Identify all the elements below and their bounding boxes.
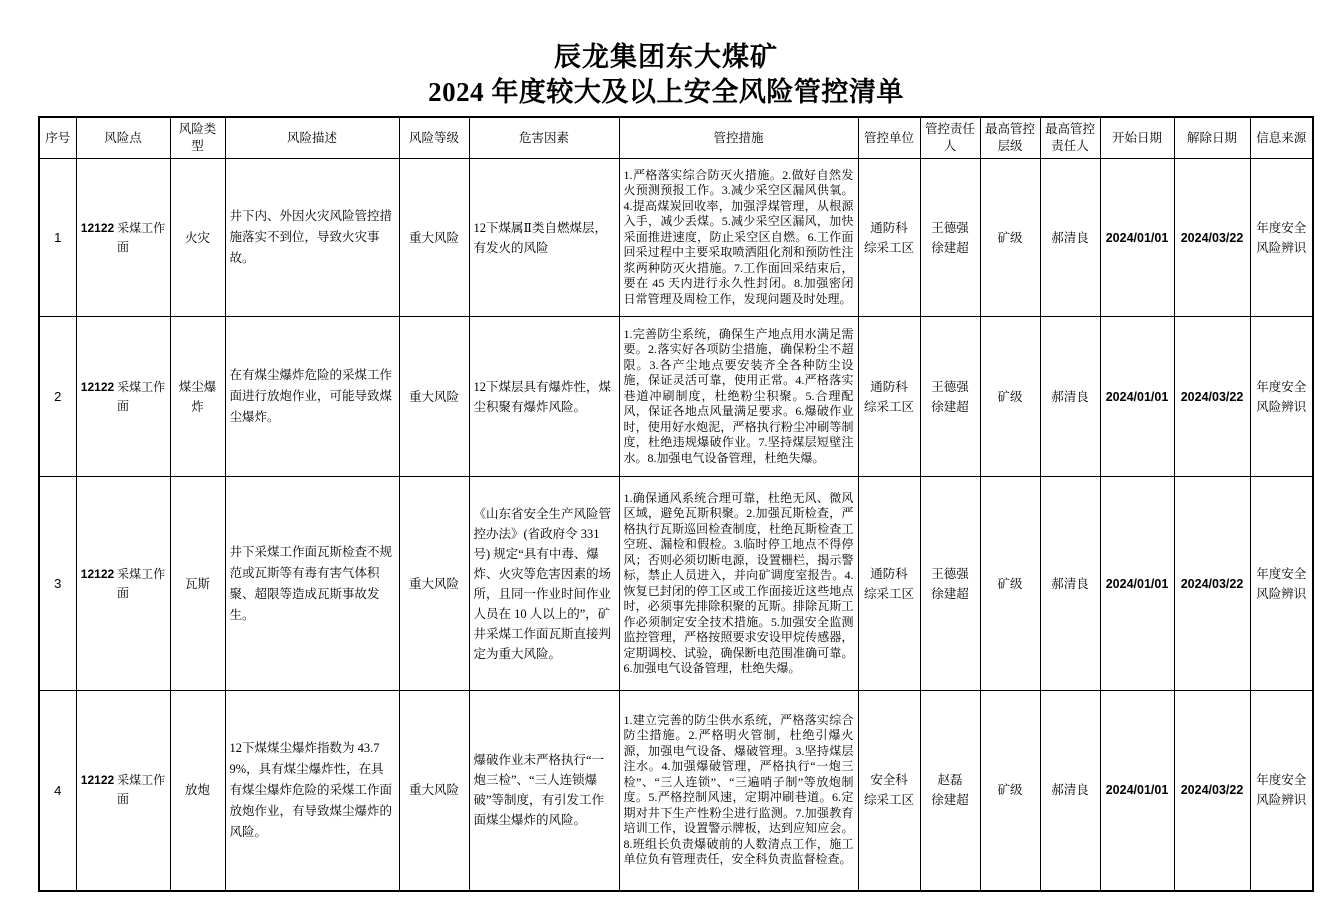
cell-risk-desc: 井下采煤工作面瓦斯检查不规范或瓦斯等有毒有害气体积聚、超限等造成瓦斯事故发生。 bbox=[225, 477, 399, 691]
risk-point-number: 12122 bbox=[80, 379, 115, 394]
risk-point-name: 采煤工作面 bbox=[116, 566, 166, 600]
cell-risk-desc: 12下煤煤尘爆炸指数为 43.79%，具有煤尘爆炸性，在具有煤尘爆炸危险的采煤工作面放炮作业，有导致煤尘爆炸的风险。 bbox=[225, 691, 399, 891]
header-seq: 序号 bbox=[39, 117, 76, 159]
cell-source: 年度安全 风险辨识 bbox=[1250, 477, 1313, 691]
cell-top-level: 矿级 bbox=[980, 317, 1040, 477]
cell-measures: 1.建立完善的防尘供水系统，严格落实综合防尘措施。2.严格明火管制，杜绝引爆火源，加强电气设备、爆破管理。3.坚持煤层注水。4.加强爆破管理，严格执行“一炮三检”、“三人连锁”、“三遍哨子制”等放炮制度。5.严格控制风速，定期冲刷巷道。6.定期对井下生产性粉尘进行监测。7.加强教育培训工作，设置警示牌板，达到应知应会。8.班组长负责爆破前的人数清点工作，施工单位负有管理责任，安全科负责监督检查。 bbox=[619, 691, 858, 891]
document-header bbox=[0, 40, 1332, 109]
cell-unit: 安全科 综采工区 bbox=[858, 691, 920, 891]
cell-hazard: 12下煤层具有爆炸性，煤尘积聚有爆炸风险。 bbox=[469, 317, 619, 477]
cell-source: 年度安全 风险辨识 bbox=[1250, 691, 1313, 891]
table-row bbox=[39, 159, 1313, 317]
header-top-resp: 最高管控责任人 bbox=[1040, 117, 1100, 159]
document-title: 辰龙集团东大煤矿 bbox=[554, 42, 778, 72]
cell-hazard: 《山东省安全生产风险管控办法》(省政府令 331 号) 规定“具有中毒、爆炸、火灾等危害因素的场所，且同一作业时间作业人员在 10 人以上的”，矿井采煤工作面瓦斯直接判定为重大风险。 bbox=[469, 477, 619, 691]
cell-start-date: 2024/01/01 bbox=[1100, 691, 1174, 891]
table-header-row bbox=[39, 117, 1313, 159]
cell-risk-level: 重大风险 bbox=[399, 477, 469, 691]
cell-end-date: 2024/03/22 bbox=[1174, 317, 1250, 477]
cell-unit: 通防科 综采工区 bbox=[858, 477, 920, 691]
cell-measures: 1.确保通风系统合理可靠，杜绝无风、微风区域，避免瓦斯积聚。2.加强瓦斯检查，严格执行瓦斯巡回检查制度，杜绝瓦斯检查工空班、漏检和假检。3.临时停工地点不得停风；否则必须切断电源，设置栅栏，揭示警标，禁止人员进入，并向矿调度室报告。4.恢复已封闭的停工区或工作面接近这些地点时，必须事先排除积聚的瓦斯。排除瓦斯工作必须制定安全技术措施。5.加强安全监测监控管理，严格按照要求安设甲烷传感器，定期调校、试验，确保断电范围准确可靠。6.加强电气设备管理，杜绝失爆。 bbox=[619, 477, 858, 691]
cell-end-date: 2024/03/22 bbox=[1174, 477, 1250, 691]
document-subtitle: 2024 年度较大及以上安全风险管控清单 bbox=[428, 77, 904, 107]
cell-top-level: 矿级 bbox=[980, 159, 1040, 317]
cell-risk-point bbox=[76, 691, 170, 891]
cell-unit: 通防科 综采工区 bbox=[858, 159, 920, 317]
cell-risk-type: 放炮 bbox=[170, 691, 225, 891]
cell-resp: 王德强 徐建超 bbox=[920, 317, 980, 477]
cell-unit: 通防科 综采工区 bbox=[858, 317, 920, 477]
cell-start-date: 2024/01/01 bbox=[1100, 477, 1174, 691]
risk-point-name: 采煤工作面 bbox=[116, 773, 166, 807]
cell-risk-level: 重大风险 bbox=[399, 317, 469, 477]
cell-risk-desc: 井下内、外因火灾风险管控措施落实不到位，导致火灾事故。 bbox=[225, 159, 399, 317]
header-start-date: 开始日期 bbox=[1100, 117, 1174, 159]
cell-seq: 3 bbox=[39, 477, 76, 691]
header-hazard: 危害因素 bbox=[469, 117, 619, 159]
cell-seq: 4 bbox=[39, 691, 76, 891]
cell-top-resp: 郝清良 bbox=[1040, 317, 1100, 477]
cell-measures: 1.完善防尘系统，确保生产地点用水满足需要。2.落实好各项防尘措施，确保粉尘不超限。3.各产尘地点要安装齐全各种防尘设施，保证灵活可靠，使用正常。4.严格落实巷道冲刷制度，杜绝粉尘积聚。5.合理配风，保证各地点风量满足要求。6.爆破作业时，使用好水炮泥，严格执行粉尘冲刷等制度，杜绝违规爆破作业。7.坚持煤层短壁注水。8.加强电气设备管理，杜绝失爆。 bbox=[619, 317, 858, 477]
cell-risk-point bbox=[76, 159, 170, 317]
header-top-level: 最高管控层级 bbox=[980, 117, 1040, 159]
cell-top-resp: 郝清良 bbox=[1040, 159, 1100, 317]
cell-top-resp: 郝清良 bbox=[1040, 691, 1100, 891]
header-measures: 管控措施 bbox=[619, 117, 858, 159]
cell-hazard: 12下煤属Ⅱ类自燃煤层，有发火的风险 bbox=[469, 159, 619, 317]
cell-risk-level: 重大风险 bbox=[399, 691, 469, 891]
cell-risk-type: 瓦斯 bbox=[170, 477, 225, 691]
cell-risk-type: 煤尘爆炸 bbox=[170, 317, 225, 477]
cell-source: 年度安全 风险辨识 bbox=[1250, 317, 1313, 477]
risk-point-number: 12122 bbox=[80, 566, 115, 581]
header-risk-type: 风险类型 bbox=[170, 117, 225, 159]
cell-top-level: 矿级 bbox=[980, 691, 1040, 891]
cell-start-date: 2024/01/01 bbox=[1100, 159, 1174, 317]
cell-source: 年度安全 风险辨识 bbox=[1250, 159, 1313, 317]
risk-point-name: 采煤工作面 bbox=[116, 220, 166, 254]
cell-risk-type: 火灾 bbox=[170, 159, 225, 317]
cell-resp: 王德强 徐建超 bbox=[920, 477, 980, 691]
cell-start-date: 2024/01/01 bbox=[1100, 317, 1174, 477]
risk-control-table bbox=[38, 116, 1314, 892]
header-risk-desc: 风险描述 bbox=[225, 117, 399, 159]
table-row bbox=[39, 691, 1313, 891]
cell-risk-level: 重大风险 bbox=[399, 159, 469, 317]
table-row bbox=[39, 317, 1313, 477]
cell-risk-desc: 在有煤尘爆炸危险的采煤工作面进行放炮作业，可能导致煤尘爆炸。 bbox=[225, 317, 399, 477]
cell-end-date: 2024/03/22 bbox=[1174, 159, 1250, 317]
cell-top-level: 矿级 bbox=[980, 477, 1040, 691]
cell-hazard: 爆破作业未严格执行“一炮三检”、“三人连锁爆破”等制度，有引发工作面煤尘爆炸的风险。 bbox=[469, 691, 619, 891]
risk-point-number: 12122 bbox=[80, 220, 115, 235]
cell-resp: 王德强 徐建超 bbox=[920, 159, 980, 317]
cell-end-date: 2024/03/22 bbox=[1174, 691, 1250, 891]
header-risk-level: 风险等级 bbox=[399, 117, 469, 159]
header-resp: 管控责任人 bbox=[920, 117, 980, 159]
table-row bbox=[39, 477, 1313, 691]
risk-point-name: 采煤工作面 bbox=[116, 379, 166, 413]
header-source: 信息来源 bbox=[1250, 117, 1313, 159]
cell-seq: 1 bbox=[39, 159, 76, 317]
header-end-date: 解除日期 bbox=[1174, 117, 1250, 159]
cell-risk-point bbox=[76, 317, 170, 477]
cell-measures: 1.严格落实综合防灭火措施。2.做好自然发火预测预报工作。3.减少采空区漏风供氧。4.提高煤炭回收率，加强浮煤管理，从根源入手，减少丢煤。5.减少采空区漏风，加快采面推进速度，防止采空区自燃。6.工作面回采过程中主要采取喷洒阻化剂和预防性注浆两种防灭火措施。7.工作面回采结束后，要在 45 天内进行永久性封闭。8.加强密闭日常管理及周检工作，发现问题及时处理。 bbox=[619, 159, 858, 317]
cell-resp: 赵磊 徐建超 bbox=[920, 691, 980, 891]
header-unit: 管控单位 bbox=[858, 117, 920, 159]
header-risk-point: 风险点 bbox=[76, 117, 170, 159]
cell-risk-point bbox=[76, 477, 170, 691]
cell-seq: 2 bbox=[39, 317, 76, 477]
cell-top-resp: 郝清良 bbox=[1040, 477, 1100, 691]
risk-point-number: 12122 bbox=[80, 773, 115, 788]
